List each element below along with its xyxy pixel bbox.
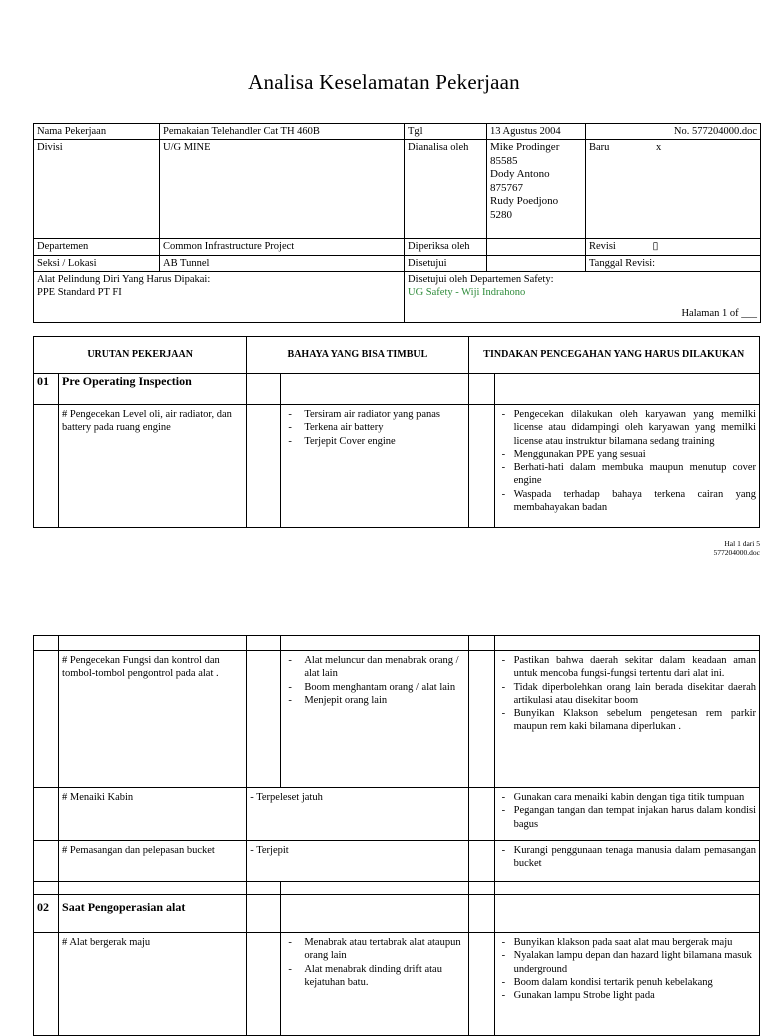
empty-cell [247,405,281,528]
empty-cell [34,882,59,895]
empty-cell [468,651,494,788]
action-item: - Bunyikan klakson pada saat alat mau bergerak maju [498,936,756,949]
apd-cell [34,271,405,322]
action-item: - Waspada terhadap bahaya terkena cairan yang membahayakan badan [498,488,756,515]
action-item: - Tidak diperbolehkan orang lain berada disekitar daerah artikulasi atau disekitar boom [498,681,756,708]
page-footer [714,539,760,557]
hazard-item: - Alat meluncur dan menabrak orang / alat lain [284,654,464,681]
empty-cell [281,636,468,651]
empty-cell [34,933,59,1036]
analyst-line: 85585 [490,154,518,167]
action-cell [494,933,759,1036]
baru-label: Baru [589,142,610,154]
hazard-item: - Menabrak atau tertabrak alat ataupun orang lain [284,936,464,963]
empty-cell [59,636,247,651]
header-table [33,123,761,323]
empty-cell [494,636,759,651]
empty-cell [468,405,494,528]
hazard-item: - Boom menghantam orang / alat lain [284,681,464,694]
apd-label: Alat Pelindung Diri Yang Harus Dipakai: [37,273,211,285]
seksi-value: AB Tunnel [160,255,405,271]
empty-cell [34,841,59,882]
footer-doc: 577204000.doc [713,548,760,557]
task-step: # Pengecekan Level oli, air radiator, dan battery pada ruang engine [59,405,247,528]
hazard-item: - Tersiram air radiator yang panas [284,408,464,421]
revisi-checkbox: ▯ [652,241,659,253]
empty-cell [468,788,494,841]
baru-cell [586,140,761,239]
nama-pekerjaan-value: Pemakaian Telehandler Cat TH 460B [160,124,405,140]
analyst-line: 5280 [490,208,512,221]
action-item: - Boom dalam kondisi tertarik penuh kebelakang [498,976,756,989]
section-title: Pre Operating Inspection [59,374,247,405]
tgl-label: Tgl [405,124,487,140]
empty-cell [468,636,494,651]
empty-cell [247,374,281,405]
empty-cell [468,841,494,882]
action-cell [494,788,759,841]
divisi-value: U/G MINE [160,140,405,239]
action-cell [494,405,759,528]
empty-cell [468,933,494,1036]
action-item: - Kurangi penggunaan tenaga manusia dalam pemasangan bucket [498,844,756,871]
column-header-urutan: URUTAN PEKERJAAN [34,337,247,374]
empty-cell [494,882,759,895]
analyst-line: Dody Antono [490,168,550,181]
empty-cell [494,374,759,405]
analysts-list [487,140,586,239]
seksi-label: Seksi / Lokasi [34,255,160,271]
task-step: # Menaiki Kabin [59,788,247,841]
safety-approval-cell [405,271,761,322]
safety-approval-label: Disetujui oleh Departemen Safety: [408,273,554,285]
baru-mark: x [656,142,662,154]
section-number: 01 [34,374,59,405]
action-item: - Berhati-hati dalam membuka maupun menutup cover engine [498,461,756,488]
section-number: 02 [34,895,59,933]
footer-page: Hal 1 dari 5 [724,539,760,548]
action-item: - Pengecekan dilakukan oleh karyawan yang memilki license atau didampingi oleh karyawan yang memilki license atau instruktur bilamana sedang training [498,408,756,448]
divisi-label: Divisi [34,140,160,239]
task-step: # Pemasangan dan pelepasan bucket [59,841,247,882]
action-item: - Bunyikan Klakson sebelum pengetesan rem parkir maupun rem kaki bilamana diperlukan . [498,707,756,734]
hazard-item: - Menjepit orang lain [284,694,464,707]
nama-pekerjaan-label: Nama Pekerjaan [34,124,160,140]
empty-cell [34,636,59,651]
hazard-cell: - Terjepit [247,841,468,882]
hazard-item: - Terkena air battery [284,421,464,434]
hazard-cell: - Terpeleset jatuh [247,788,468,841]
empty-cell [281,895,468,933]
empty-cell [468,374,494,405]
dianalisa-label: Dianalisa oleh [405,140,487,239]
column-header-bahaya: BAHAYA YANG BISA TIMBUL [247,337,468,374]
page-title: Analisa Keselamatan Pekerjaan [248,70,520,94]
empty-cell [247,895,281,933]
empty-cell [468,895,494,933]
empty-cell [34,788,59,841]
analyst-line: 875767 [490,181,523,194]
empty-cell [494,895,759,933]
empty-cell [34,405,59,528]
apd-value: PPE Standard PT FI [37,287,122,299]
section-title: Saat Pengoperasian alat [59,895,247,933]
task-step: # Alat bergerak maju [59,933,247,1036]
diperiksa-label: Diperiksa oleh [405,239,487,255]
empty-cell [247,933,281,1036]
hazard-item: - Terjepit Cover engine [284,435,464,448]
revisi-label: Revisi [589,241,616,253]
hazard-cell [281,405,468,528]
analyst-line: Mike Prodinger [490,141,560,154]
action-item: - Menggunakan PPE yang sesuai [498,448,756,461]
empty-cell [468,882,494,895]
halaman-label: Halaman 1 of ___ [681,308,757,320]
task-step: # Pengecekan Fungsi dan kontrol dan tombol-tombol pengontrol pada alat . [59,651,247,788]
task-table-page-2 [33,635,760,1036]
departemen-value: Common Infrastructure Project [160,239,405,255]
column-header-tindakan: TINDAKAN PENCEGAHAN YANG HARUS DILAKUKAN [468,337,759,374]
departemen-label: Departemen [34,239,160,255]
action-item: - Gunakan lampu Strobe light pada [498,989,756,1002]
action-item: - Gunakan cara menaiki kabin dengan tiga titik tumpuan [498,791,756,804]
hazard-cell [281,933,468,1036]
action-item: - Nyalakan lampu depan dan hazard light bilamana masuk underground [498,949,756,976]
analyst-line: Rudy Poedjono [490,195,559,208]
diperiksa-value [487,239,586,255]
task-table-page-1 [33,336,760,528]
ug-safety-name: UG Safety - Wiji Indrahono [408,287,526,299]
empty-cell [281,374,468,405]
tgl-value: 13 Agustus 2004 [487,124,586,140]
doc-number: No. 577204000.doc [586,124,761,140]
revisi-cell [586,239,761,255]
action-cell [494,651,759,788]
hazard-cell [281,651,468,788]
disetujui-value [487,255,586,271]
empty-cell [34,651,59,788]
action-item: - Pastikan bahwa daerah sekitar dalam keadaan aman untuk mencoba fungsi-fungsi tertentu dari alat ini. [498,654,756,681]
hazard-item: - Alat menabrak dinding drift atau kejatuhan batu. [284,963,464,990]
empty-cell [281,882,468,895]
action-cell [494,841,759,882]
action-item: - Pegangan tangan dan tempat injakan harus dalam kondisi bagus [498,804,756,831]
empty-cell [247,882,281,895]
empty-cell [247,651,281,788]
tanggal-revisi-label: Tanggal Revisi: [586,255,761,271]
empty-cell [59,882,247,895]
disetujui-label: Disetujui [405,255,487,271]
empty-cell [247,636,281,651]
